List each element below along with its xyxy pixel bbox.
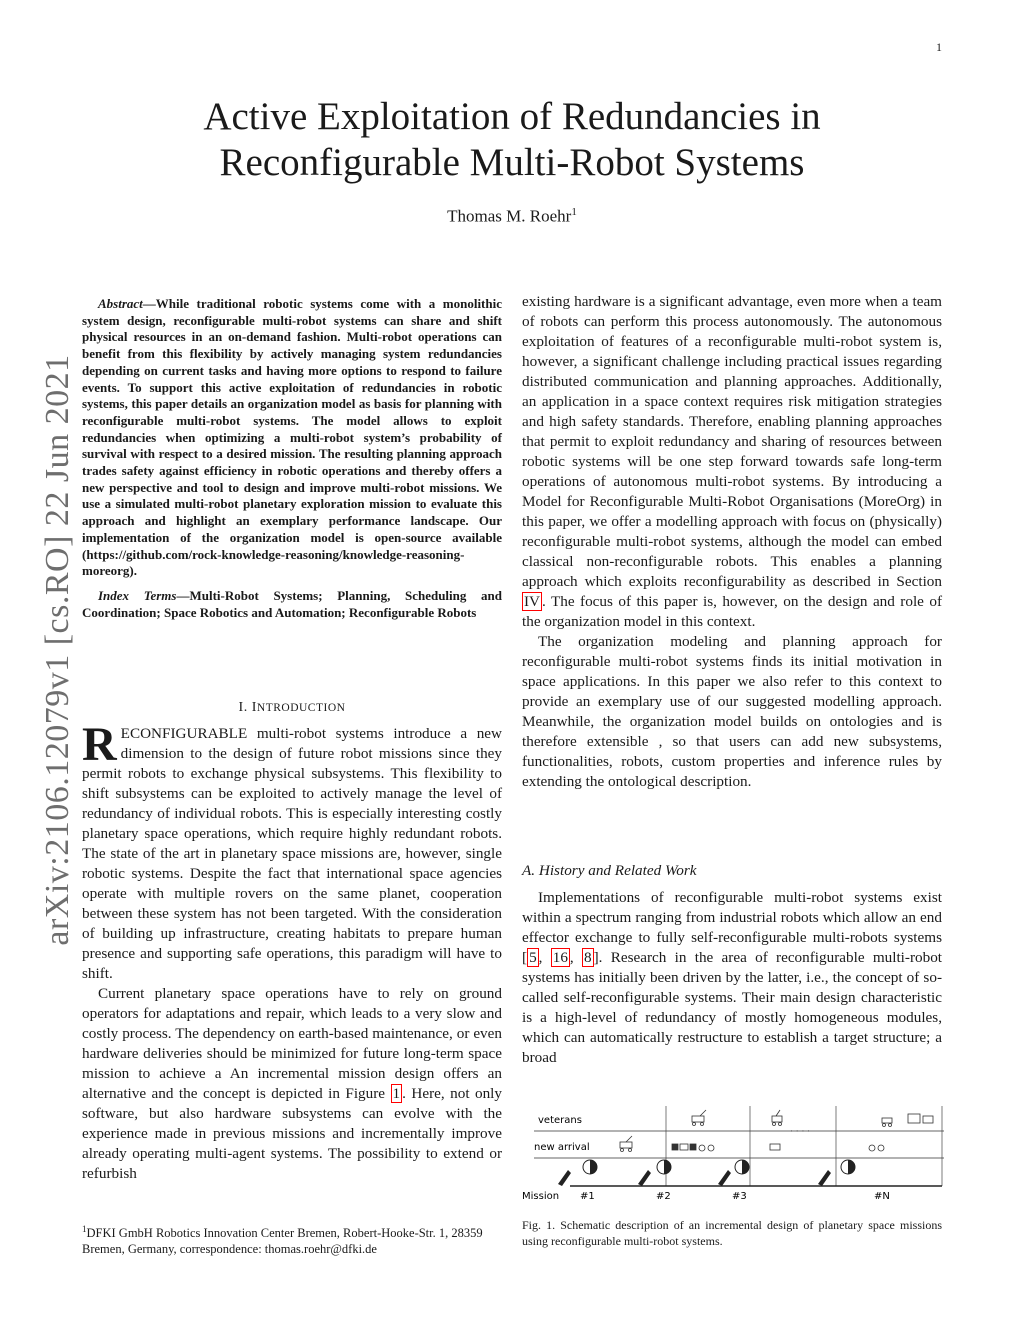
abstract-label: Abstract [98,296,143,311]
paper-title [100,94,924,186]
footnote-mark: 1 [82,1224,87,1234]
right-paragraph-1: existing hardware is a significant advantage, even more when a team of robots can perform this process autonomously. The autonomous exploitation of features of a reconfigurable multi-robot system is, however, a significant challenge including practical issues regarding distributed communication and planning approaches. Additionally, an application in a space context requires risk mitigation strategies and high safety standards. Therefore, enabling planning approaches that permit to exploit redundancy and sharing of resources between robotic systems will be one step forward towards safe long-term operations of autonomous multi-robot systems. By introducing a Model for Reconfigurable Multi-Robot Organisations (MoreOrg) in this paper, we offer a modelling approach with focus on (physically) reconfigurable multi-robot systems, although the model can embed classical non-reconfigurable robots. This enables a planning approach which exploits reconfigurability as described in Section IV . The focus of this paper is, however, on the design and role of the organization model in this context. [522,293,942,630]
intro-paragraph-1: RECONFIGURABLE multi-robot systems introduce a new dimension to the design of future robot missions since they permit robots to exchange physical subsystems. This flexibility to shift subsystems can be exploited to actively manage the level of redundancy of individual robots. This is especially interesting costly planetary space operations, which require highly redundant robots. The state of the art in planetary space missions are, however, single robotic systems. Despite the fact that international space agencies operate with multiple rovers on the same planet, cooperation between these system has not been targeted. With the consideration of building up infrastructure, creating habitats to prepare human presence and supporting safe operations, this paradigm will have to shift. [82,718,502,982]
mission-label-2: #2 [656,1191,671,1202]
section-ref-link[interactable]: IV [524,593,541,610]
index-terms-text: —Multi-Robot Systems; Planning, Scheduling and Coordination; Space Robotics and Automation; Reconfigurable Robots [82,587,502,620]
mission-label-1: #1 [580,1191,595,1202]
citation-link-16[interactable]: 16 [552,949,568,966]
author-affiliation-mark: 1 [571,206,577,218]
citation-link-5[interactable]: 5 [529,949,537,966]
drop-cap: R [82,718,117,771]
history-paragraph: Implementations of reconfigurable multi-robot systems exist within a spectrum ranging from industrial robots which allow an end effector exchange to fully self-reconfigurable multi-robots systems [ 5 , 16 , 8 ]. Research in the area of reconfigurable multi-robot systems has initially been driven by the latter, i.e., the concept of so-called self-reconfigurable systems. Their main design characteristic is a high-level of redundancy of mostly homogeneous modules, which can automatically restructure to establish a target structure; a broad [522,889,943,1066]
index-terms-label: Index Terms [98,587,177,603]
figure-ref-link[interactable]: 1 [392,1085,401,1102]
launch-icons [558,1160,855,1186]
author-name: Thomas M. Roehr [447,206,572,226]
row-label-veterans: veterans [538,1115,582,1126]
abstract [82,296,502,621]
history-body [522,888,942,1068]
robot-icons-veterans [692,1110,933,1127]
row-label-new-arrival: new arrival [534,1142,590,1153]
abstract-text: —While traditional robotic systems come with a monolithic system design, reconfigurable multi-robot systems can share and shift physical resources in an on-demand fashion. Multi-robot operations can benefit from this flexibility by actively managing system redundancies depending on current tasks and having more options to respond to failure events. To support this active exploitation of redundancies in robotic systems, this paper details an organization model as basis for planning with reconfigurable multi-robot systems. The model allows to exploit redundancies when optimizing a multi-robot system’s probability of survival with respect to a desired mission. The resulting planning approach trades safety against efficiency in robotic operations and thereby offers a new perspective and tool to design and improve multi-robot missions. We use a simulated multi-robot planetary exploration mission to evaluate this approach and highlight an exemplary performance landscape. Our implementation of the organization model is open-source available (https://github.com/rock-knowledge-reasoning/knowledge-reasoning-moreorg). [82,296,502,579]
footnote-affiliation [82,1221,502,1257]
title-line-1: Active Exploitation of Redundancies in [203,95,821,138]
citation-link-8[interactable]: 8 [584,949,592,966]
page-number: 1 [936,40,942,54]
mission-axis-label: Mission [522,1191,560,1202]
footnote-text: DFKI GmbH Robotics Innovation Center Bremen, Robert-Hooke-Str. 1, 28359 Bremen, Germany, correspondence: thomas.roehr@dfki.de [82,1226,483,1257]
figure-1-schematic [518,1100,948,1206]
mission-label-n: #N [874,1191,890,1202]
intro-paragraph-2: Current planetary space operations have to rely on ground operators for adaptations and repair, which leads to a very slow and costly process. The dependency on earth-based maintenance, or even hardware deliveries should be minimized for future long-term space mission to achieve a An incremental mission design offers an alternative and the concept is depicted in Figure 1 . Here, not only software, but also hardware subsystems can evolve with the experience made in previous missions and incrementally improve already operating multi-agent systems. The possibility to extend or refurbish [82,985,502,1182]
arxiv-identifier[interactable]: arXiv:2106.12079v1 [cs.RO] 22 Jun 2021 [39,354,76,946]
section-heading-introduction: I. INTRODUCTION [238,700,346,715]
subsection-heading-history: A. History and Related Work [522,862,697,879]
author [100,206,924,227]
title-line-2: Reconfigurable Multi-Robot Systems [219,141,805,184]
right-column-body [522,292,942,792]
introduction-body [82,718,502,1184]
timeline-ellipsis: · · · · [790,1127,811,1137]
mission-label-3: #3 [732,1191,747,1202]
robot-icons-new-arrival [620,1136,884,1152]
figure-1-caption: Fig. 1. Schematic description of an incremental design of planetary space missions using reconfigurable multi-robot systems. [522,1218,942,1248]
right-paragraph-2: The organization modeling and planning approach for reconfigurable multi-robot systems finds its initial motivation in space applications. In this paper we also refer to this context to provide an exemplary use of our suggested modelling approach. Meanwhile, the organization model builds on ontologies and is therefore extensible , so that users can add new subsystems, functionalities, robots, custom properties and inference rules by extending the ontological description. [522,633,942,790]
